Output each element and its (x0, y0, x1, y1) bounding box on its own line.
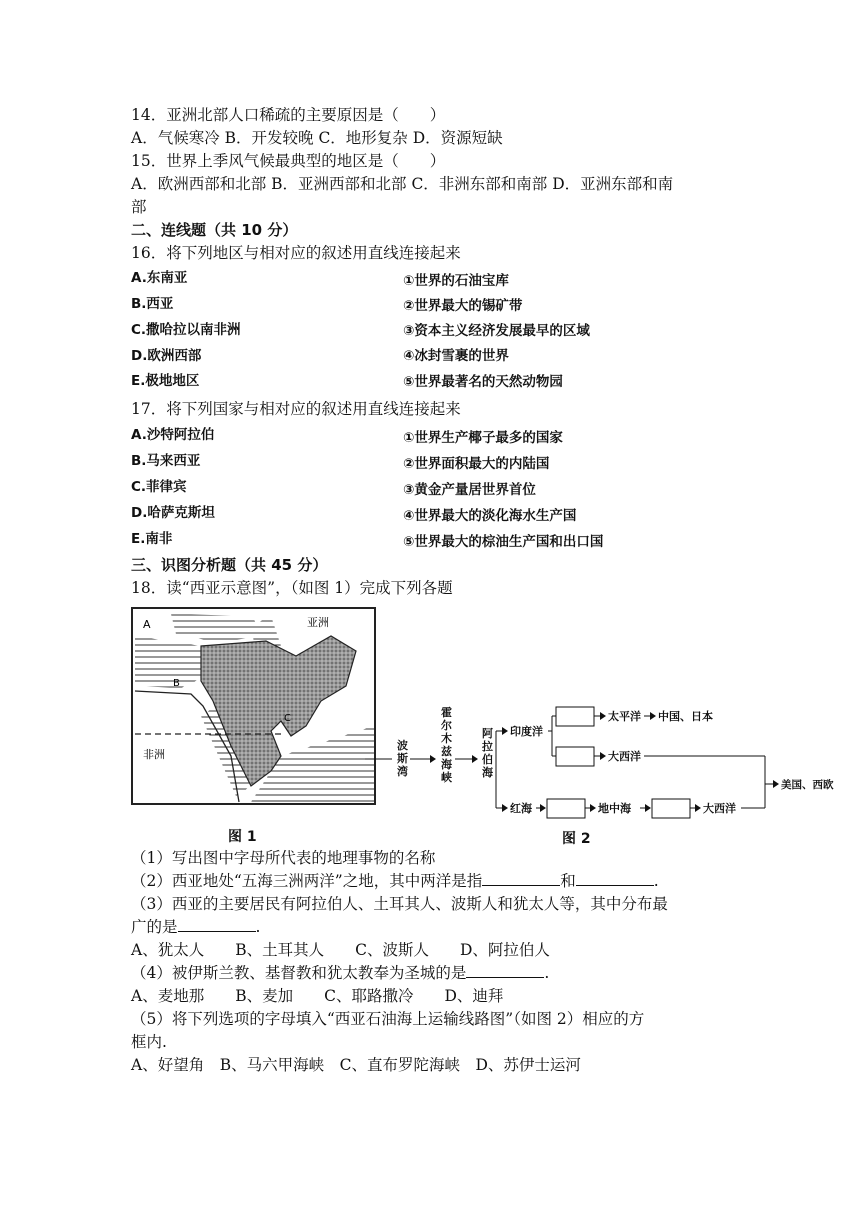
q16-left-item: C.撒哈拉以南非洲 (131, 322, 241, 338)
question-15-options: A．欧洲西部和北部 B．亚洲西部和北部 C．非洲东部和南部 D．亚洲东部和南 (131, 175, 674, 193)
subquestion-5: （5）将下列选项的字母填入“西亚石油海上运输线路图”（如图 2）相应的方 (131, 1010, 645, 1028)
route-pacific: 太平洋 (608, 710, 641, 723)
map-label-asia: 亚洲 (307, 616, 329, 629)
q17-left-item: E.南非 (131, 531, 173, 547)
oil-route-diagram (360, 704, 840, 844)
q17-right-item: ①世界生产椰子最多的国家 (403, 430, 563, 446)
q17-right-item: ⑤世界最大的棕油生产国和出口国 (403, 534, 604, 550)
route-china-japan: 中国、日本 (658, 710, 713, 723)
answer-blank-ocean-2[interactable] (576, 871, 654, 886)
q17-left-item: C.菲律宾 (131, 479, 187, 495)
subquestion-2-text: （2）西亚地处“五海三洲两洋”之地，其中两洋是指 (131, 872, 483, 890)
subquestion-4-options: A、麦地那 B、麦加 C、耶路撒冷 D、迪拜 (131, 987, 504, 1005)
question-15-options-cont: 部 (131, 198, 147, 216)
route-atlantic-2: 大西洋 (703, 802, 736, 815)
route-arabian-sea: 阿拉伯海 (482, 727, 493, 779)
q17-right-item: ②世界面积最大的内陆国 (403, 456, 550, 472)
q16-right-item: ④冰封雪裹的世界 (403, 348, 509, 364)
q16-right-item: ②世界最大的锡矿带 (403, 298, 523, 314)
map-label-b: B (173, 678, 180, 689)
subquestion-3-options: A、犹太人 B、土耳其人 C、波斯人 D、阿拉伯人 (131, 941, 550, 959)
answer-blank-ocean-1[interactable] (482, 871, 560, 886)
question-14: 14．亚洲北部人口稀疏的主要原因是（ ） (131, 106, 446, 124)
answer-blank-people[interactable] (178, 917, 256, 932)
question-18: 18．读“西亚示意图”，（如图 1）完成下列各题 (131, 579, 453, 597)
subquestion-4-text: （4）被伊斯兰教、基督教和犹太教奉为圣城的是 (131, 964, 467, 982)
map-label-africa: 非洲 (143, 748, 165, 761)
q16-left-item: B.西亚 (131, 296, 174, 312)
subquestion-3-text: 广的是 (131, 918, 178, 936)
figure-1-caption: 图 1 (228, 829, 257, 845)
subquestion-5-cont: 框内. (131, 1033, 167, 1051)
question-14-options: A．气候寒冷 B．开发较晚 C．地形复杂 D．资源短缺 (131, 129, 503, 147)
answer-blank-holy-city[interactable] (466, 963, 544, 978)
figure-2-caption: 图 2 (562, 831, 591, 847)
q17-right-item: ③黄金产量居世界首位 (403, 482, 536, 498)
question-15: 15．世界上季风气候最典型的地区是（ ） (131, 152, 446, 170)
west-asia-map (131, 606, 376, 824)
subquestion-4-end: . (544, 964, 550, 982)
route-hormuz: 霍尔木兹海峡 (441, 706, 452, 784)
map-label-c: C (284, 713, 291, 724)
route-usa-europe: 美国、西欧 (781, 779, 834, 791)
q17-left-item: D.哈萨克斯坦 (131, 505, 215, 521)
map-label-a: A (143, 618, 151, 631)
subquestion-4 (131, 962, 549, 984)
q17-right-item: ④世界最大的淡化海水生产国 (403, 508, 577, 524)
q16-left-item: D.欧洲西部 (131, 348, 202, 364)
subquestion-3-end: . (255, 918, 261, 936)
route-persian-gulf-1: 波斯湾 (397, 739, 408, 778)
section-3-title: 三、识图分析题（共 45 分） (131, 556, 328, 574)
q16-left-item: E.极地地区 (131, 373, 200, 389)
subquestion-3: （3）西亚的主要居民有阿拉伯人、土耳其人、波斯人和犹太人等，其中分布最 (131, 895, 668, 913)
q16-right-item: ①世界的石油宝库 (403, 273, 509, 289)
subquestion-2-and: 和 (560, 872, 576, 890)
q16-right-item: ③资本主义经济发展最早的区域 (403, 323, 590, 339)
section-2-title: 二、连线题（共 10 分） (131, 221, 298, 239)
question-16: 16．将下列地区与相对应的叙述用直线连接起来 (131, 244, 461, 262)
q17-left-item: B.马来西亚 (131, 453, 201, 469)
subquestion-2 (131, 870, 659, 892)
route-atlantic-1: 大西洋 (608, 750, 641, 763)
route-mediterranean: 地中海 (598, 802, 631, 815)
subquestion-1: （1）写出图中字母所代表的地理事物的名称 (131, 849, 436, 867)
q16-left-item: A.东南亚 (131, 270, 188, 286)
subquestion-2-end: . (653, 872, 659, 890)
subquestion-3-cont (131, 916, 260, 938)
question-17: 17．将下列国家与相对应的叙述用直线连接起来 (131, 400, 461, 418)
route-indian-ocean: 印度洋 (510, 725, 543, 738)
subquestion-5-options: A、好望角 B、马六甲海峡 C、直布罗陀海峡 D、苏伊士运河 (131, 1056, 581, 1074)
q16-right-item: ⑤世界最著名的天然动物园 (403, 374, 563, 390)
q17-left-item: A.沙特阿拉伯 (131, 427, 215, 443)
route-red-sea: 红海 (510, 802, 532, 815)
